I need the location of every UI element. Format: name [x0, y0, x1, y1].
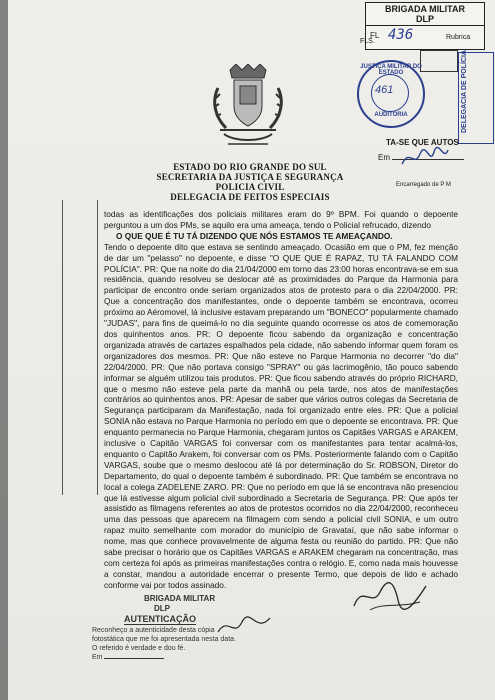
auth-em-label: Em	[92, 654, 103, 661]
coat-of-arms-icon	[210, 64, 286, 150]
justica-militar-round-stamp	[357, 60, 425, 128]
brigada-stamp	[365, 2, 485, 50]
header-delegacia: DELEGACIA DE FEITOS ESPECIAIS	[170, 192, 330, 202]
delegacia-stamp-text: DELEGACIA DE POLÍCIA	[461, 50, 468, 133]
em-label: Em	[378, 153, 390, 162]
testimony-quote: O QUE QUE É TU TÁ DIZENDO QUE NÓS ESTAMOS TE AMEAÇANDO.	[116, 230, 393, 241]
rubrica-label: Rubrica	[446, 34, 471, 41]
page-number: 436	[388, 27, 414, 43]
delegacia-vertical-stamp	[458, 52, 494, 144]
auth-stamp-line1: BRIGADA MILITAR	[144, 594, 216, 603]
auth-stamp-text2: fotostática que me foi apresentada nesta data.	[92, 636, 236, 643]
brigada-stamp-line1: BRIGADA MILITAR	[385, 4, 465, 14]
encarregado-label: Encarregado de P M	[396, 182, 451, 188]
left-ruled-margin	[62, 200, 98, 495]
round-stamp-handwriting: 461	[375, 84, 394, 96]
auth-stamp-text3: O referido é verdade e dou fé.	[92, 645, 186, 652]
scan-edge	[0, 0, 8, 700]
auth-stamp-date	[92, 654, 164, 661]
testimony-paragraph-2: Tendo o depoente dito que estava se sentindo ameaçado. Ocasião em que o PM, fez menção de dar um "pelasso" no depoente, e disse "O QUE QUE É RAPAZ, TU TÁ FALANDO COM POLÍCIA". PR: Que na noite do dia 21/04/2000 em torno das 23:00 horas encontrava-se em sua residência, quando resolveu se deslocar até as proximidades do Parque da Harmonia para participar de encontro onde seriam organizados atos de protesto para o dia 22/04/2000. PR: Que a concentração dos manifestantes, onde o depoente também se encontrava, ocorreu próximo ao Aéromovel, lá inclusive estavam preparando um "BONECO" popularmente chamado "JUDAS", para fins de queimá-lo no dia seguinte quando ocorresse os atos de comemoração dos quinhentos anos. PR: O depoente ficou sabendo da organização e concentração organizada através de cartazes espalhados pela cidade, não sabendo informar quem foram os organizadores dos mesmos. PR: Que não esteve no Parque Harmonia no decorrer "do dia" 22/04/2000. PR: Que não portava consigo "SPRAY" ou gás lacrimogênio, tão pouco sabendo informar se alguém utilizou tais produtos. PR: Que ficou sabendo através do próprio RICHARD, que o mesmo não esteve pela parte da manhã ou pela tarde, nos atos de manifestações contrários ao quinhentos anos. PR: Apesar de saber que vários outros colegas da Secretaria de Segurança participaram da Manifestação, nada foi organizado entre eles. PR: Que a policial SONIA não estava no Parque Harmonia no período em que o depoente se encontrava. PR: Que enquanto permanecia no Parque Harmonia, chegaram juntos os Capitães VARGAS e ARAKEM, inclusive o Capitão VARGAS foi conversar com os manifestantes para tentar acalmá-los, enquanto o Capitão Arakem, foi conversar com os PMs. Posteriormente falando com o Capitão VARGAS, soube que o mesmo deslocou até lá por determinação do Sr. ROBSON, Diretor do Departamento, do qual o depoente também é subordinado. PR: Que também se encontrava no local a colega ZADELENE ZARO. PR: Que no período em que lá se encontrava não presenciou que lá estivesse algum policial civil subordinado a Secretaria de Segurança. PR: Que após ter assistido as filmagens referentes ao atos de protestos ocorridos no dia 22/04/2000, reconheceu uma das pessoas que aparecem na filmagem com sendo a policial civil SONIA, e um outro rapaz muito semelhante com morador do município de Gravataí, que não sabe informar o nome, mas que conhece provavelmente de alguma festa ou reunião do partido. PR: Que não sabe precisar o horário que os Capitães VARGAS e ARAKEM chegaram na concentração, mas com certeza foi após as primeiras manifestações contra o relógio. E, como nada mais houvesse a constar, mandou a autoridade encerrar o presente Termo, que depois de lido e achado conforme vai por todos assinado.	[104, 241, 458, 590]
brigada-stamp-line2: DLP	[366, 14, 484, 26]
auth-stamp-title: AUTENTICAÇÃO	[124, 614, 196, 624]
fls-label: FLS.	[360, 38, 375, 45]
header-state: ESTADO DO RIO GRANDE DO SUL	[173, 162, 327, 172]
round-stamp-bottom-text: AUDITORIA	[374, 112, 408, 118]
signature-mark	[400, 146, 450, 170]
testimony-body	[104, 209, 458, 591]
autos-stamp-line: TA-SE QUE AUTOS	[386, 138, 459, 147]
header-policia: POLICIA CIVIL	[215, 182, 285, 192]
signature-bottom-right	[350, 578, 430, 614]
brigada-stamp-fl: FL	[370, 31, 380, 40]
round-stamp-top-text: JUSTIÇA MILITAR DO ESTADO	[360, 64, 422, 76]
autenticacao-stamp	[92, 594, 272, 664]
header-secretaria: SECRETARIA DA JUSTIÇA E SEGURANÇA	[156, 172, 344, 182]
fls-box	[420, 50, 458, 72]
auth-stamp-text1: Reconheço a autenticidade desta cópia	[92, 627, 215, 634]
testimony-paragraph-1: todas as identificações dos policiais militares eram do 9º BPM. Foi quando o depoente perguntou a um dos PMs, se aquilo era uma ameaça, tendo o Policial refrucado, dizendo	[104, 209, 458, 230]
auth-stamp-line2: DLP	[154, 604, 170, 613]
